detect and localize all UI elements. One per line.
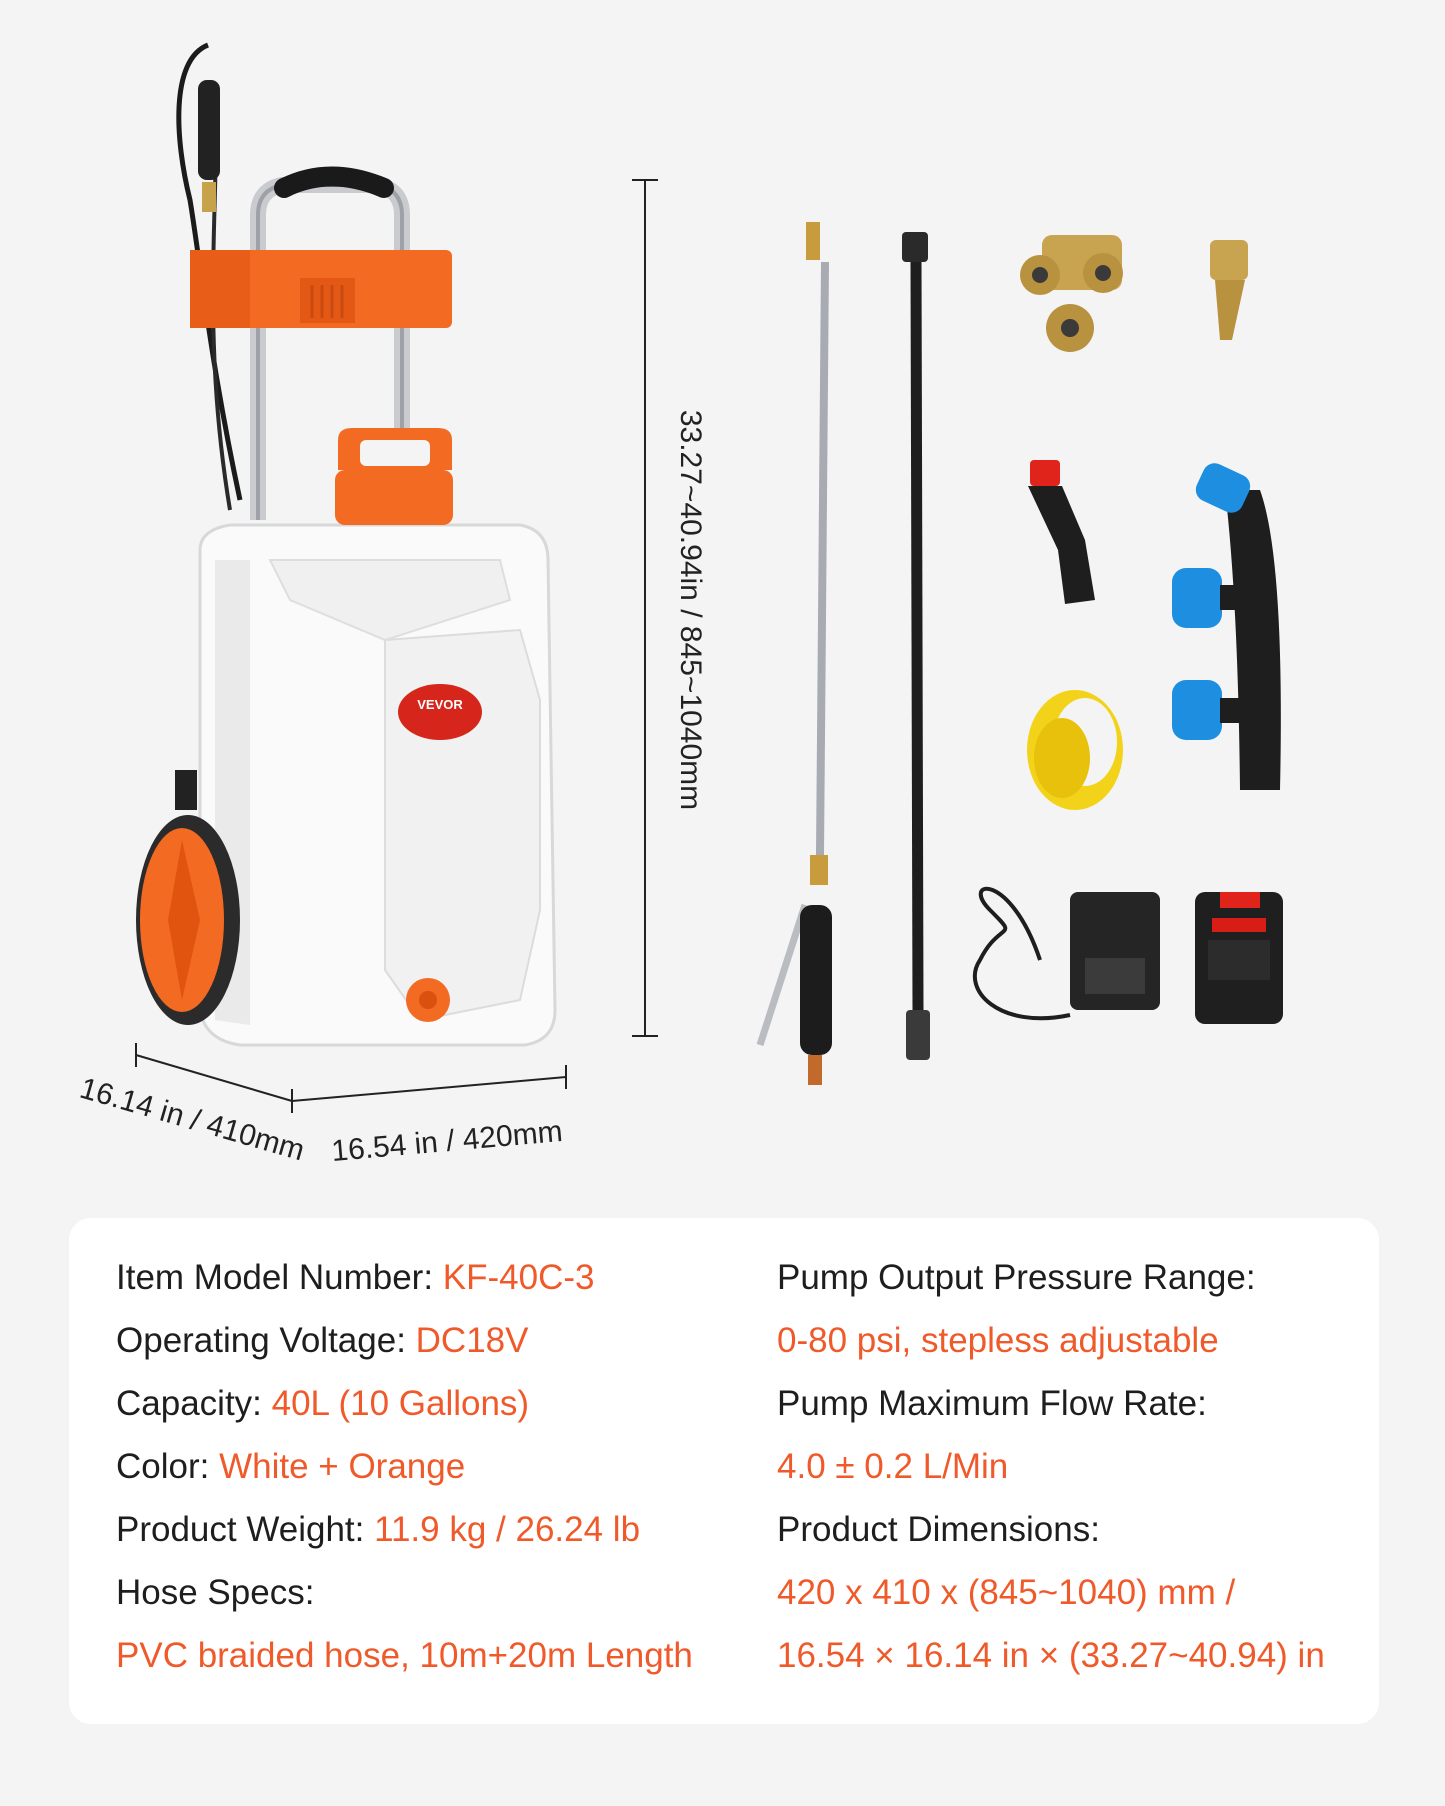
spec-row-capacity [116, 1372, 736, 1435]
spec-label: Pump Maximum Flow Rate: [777, 1384, 1207, 1423]
extension-rod-icon [902, 232, 930, 1060]
battery-icon [1195, 892, 1283, 1024]
specs-left-column [116, 1246, 736, 1687]
double-head-nozzle-icon [1172, 459, 1281, 790]
spec-row-hose-value [116, 1624, 736, 1687]
four-way-brass-nozzle-icon [1020, 235, 1123, 352]
filter-strainer-icon [1027, 690, 1123, 810]
spec-label: Item Model Number: [116, 1258, 443, 1297]
spec-row-weight [116, 1498, 736, 1561]
spec-value: PVC braided hose, 10m+20m Length [116, 1636, 693, 1675]
spec-row-pressure-label [777, 1246, 1357, 1309]
spec-label: Pump Output Pressure Range: [777, 1258, 1256, 1297]
spec-row-flow-value [777, 1435, 1357, 1498]
spec-value: DC18V [415, 1321, 529, 1360]
adjustable-nozzle-icon [1028, 460, 1095, 604]
spec-value: 4.0 ± 0.2 L/Min [777, 1447, 1009, 1486]
spec-row-dimensions-metric [777, 1561, 1357, 1624]
spec-label: Product Dimensions: [777, 1510, 1100, 1549]
height-dimension-line [632, 180, 658, 1036]
spec-value: 40L (10 Gallons) [271, 1384, 530, 1423]
spec-row-voltage [116, 1309, 736, 1372]
sprayer-cart-icon [136, 45, 555, 1045]
spec-label: Color: [116, 1447, 220, 1486]
specifications-card [69, 1218, 1379, 1724]
power-adapter-icon [975, 889, 1160, 1019]
spec-row-dimensions-label [777, 1498, 1357, 1561]
spec-label: Operating Voltage: [116, 1321, 416, 1360]
spec-value: 0-80 psi, stepless adjustable [777, 1321, 1219, 1360]
specs-right-column [777, 1246, 1357, 1687]
width-dimension-label: 16.54 in / 420mm [330, 1114, 564, 1169]
spec-label: Product Weight: [116, 1510, 375, 1549]
spec-value: White + Orange [219, 1447, 466, 1486]
spec-value: 420 x 410 x (845~1040) mm / [777, 1573, 1236, 1612]
width-dimension-line [292, 1065, 566, 1101]
spec-row-hose-label [116, 1561, 736, 1624]
depth-dimension-label: 16.14 in / 410mm [76, 1071, 309, 1168]
spec-label: Hose Specs: [116, 1573, 315, 1612]
spec-label: Capacity: [116, 1384, 272, 1423]
spec-row-color [116, 1435, 736, 1498]
angled-brass-nozzle-icon [1210, 240, 1248, 340]
spec-row-pressure-value [777, 1309, 1357, 1372]
spec-value: KF-40C-3 [442, 1258, 595, 1297]
spec-row-dimensions-imperial [777, 1624, 1357, 1687]
spec-row-model [116, 1246, 736, 1309]
height-dimension-label: 33.27~40.94in / 845~1040mm [674, 409, 707, 811]
spec-value: 16.54 × 16.14 in × (33.27~40.94) in [777, 1636, 1325, 1675]
spray-wand-icon [760, 222, 832, 1085]
brand-logo: VEVOR [417, 697, 463, 712]
spec-value: 11.9 kg / 26.24 lb [374, 1510, 641, 1549]
spec-row-flow-label [777, 1372, 1357, 1435]
